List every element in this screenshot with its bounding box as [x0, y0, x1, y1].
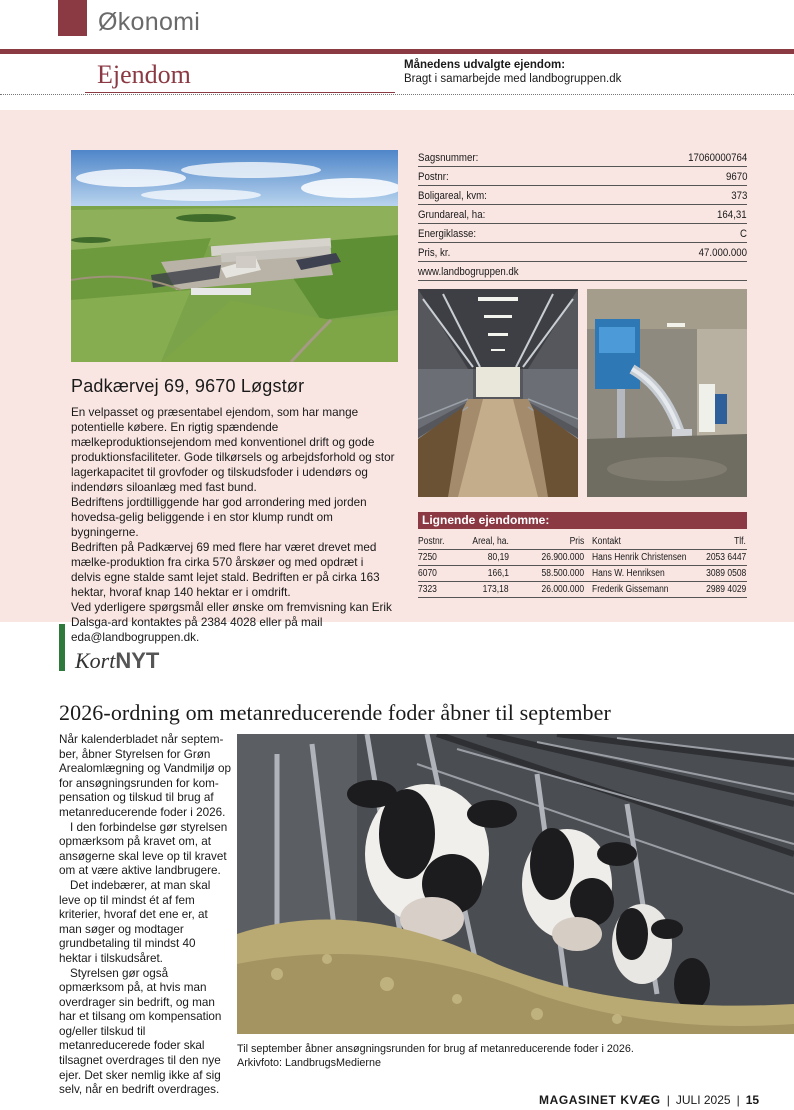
column-header: Postnr.: [418, 536, 445, 547]
postcode-cell: 7250: [418, 552, 437, 563]
photo-caption: Til september åbner ansøgningsrunden for brug af metanreducerende foder i 2026. Arkivfoto: LandbrugsMedierne: [237, 1043, 634, 1069]
similar-properties-heading: Lignende ejendomme:: [418, 512, 747, 529]
fact-value: 164,31: [717, 209, 747, 221]
aerial-farm-photo: [71, 150, 398, 362]
fact-row-energy-class: [418, 224, 747, 243]
fact-label: Grundareal, ha:: [418, 209, 486, 221]
kort-label-italic: Kort: [75, 648, 116, 673]
fact-label: Postnr:: [418, 171, 449, 183]
similar-properties-table: [418, 534, 747, 598]
page-number: 15: [745, 1093, 760, 1107]
table-row: [418, 550, 747, 566]
fact-label: Pris, kr.: [418, 247, 451, 259]
contact-cell: Hans W. Henriksen: [592, 568, 665, 579]
postcode-cell: 6070: [418, 568, 437, 579]
magazine-name: MAGASINET KVÆG: [539, 1093, 661, 1107]
property-paragraph: Bedriftens jordtilliggende har god arrondering med jorden hovedsa-gelig beliggende i en stor klump rundt om bygningerne.: [71, 496, 367, 539]
kort-nyt-bar: [59, 624, 65, 671]
kort-label-bold: NYT: [115, 648, 160, 673]
fact-value: 9670: [725, 171, 747, 183]
table-row: [418, 566, 747, 582]
article-body: [59, 733, 231, 1098]
fact-row-living-area: [418, 186, 747, 205]
article-paragraph: Når kalenderbladet når septem-ber, åbner Styrelsen for Grøn Arealomlægning og Vandmiljø op for ansøgningsrunden for kom-pensation og tilskud til brug af metanreducerende foder i 2026.: [59, 733, 231, 819]
phone-cell: 2989 4029: [705, 584, 746, 595]
subsection-rule: [85, 92, 395, 93]
property-paragraph: Ved yderligere spørgsmål eller ønske om fremvisning kan Erik Dalsga-ard kontaktes på 2384 4028 eller på mail eda@landbogruppen.dk.: [71, 601, 392, 644]
issue-date: JULI 2025: [675, 1093, 731, 1107]
column-header: Tlf.: [734, 536, 746, 547]
contact-cell: Frederik Gissemann: [592, 584, 669, 595]
article-paragraph: Styrelsen gør også opmærksom på, at hvis man overdrager sin bedrift, og man har et tilsang om kompensation og/eller tilskud til metanreducerede foder skal tilsagnet overdrages til den nye ejer. Det sker nemlig ikke af sig selv, når en bedrift overdrages.: [59, 966, 222, 1097]
column-header: Kontakt: [592, 536, 621, 547]
price-cell: 26.000.000: [541, 584, 584, 595]
article-headline: 2026-ordning om metanreducerende foder åbner til september: [59, 700, 611, 725]
section-color-block: [58, 0, 87, 36]
property-facts-table: [418, 148, 747, 281]
barn-interior-photo: [418, 289, 578, 497]
area-cell: 173,18: [482, 584, 509, 595]
featured-subheading: Bragt i samarbejde med landbogruppen.dk: [404, 73, 622, 85]
fact-label: Boligareal, kvm:: [418, 190, 487, 202]
website-link[interactable]: www.landbogruppen.dk: [418, 266, 519, 278]
fact-value: 17060000764: [687, 152, 747, 164]
cows-feeding-photo: [237, 734, 794, 1034]
page-footer: [539, 1093, 759, 1107]
area-cell: 80,19: [487, 552, 509, 563]
table-row: [418, 582, 747, 598]
article-paragraph: Det indebærer, at man skal leve op til mindst ét af fem kriterier, hvoraf det ene er, at man søger og modtager grundbetaling til mindst 40 hektar i tilskudsåret.: [59, 878, 211, 965]
phone-cell: 3089 0508: [705, 568, 746, 579]
fact-value: 373: [730, 190, 747, 202]
fact-row-case-number: [418, 148, 747, 167]
dotted-divider: [0, 94, 794, 95]
fact-label: Sagsnummer:: [418, 152, 479, 164]
section-rule: [0, 49, 794, 54]
footer-separator: |: [666, 1093, 670, 1107]
section-label: Økonomi: [98, 8, 201, 36]
similar-header-row: [418, 534, 747, 550]
fact-value: 47.000.000: [698, 247, 747, 259]
contact-cell: Hans Henrik Christensen: [592, 552, 687, 563]
postcode-cell: 7323: [418, 584, 437, 595]
price-cell: 26.900.000: [541, 552, 584, 563]
property-paragraph: Bedriften på Padkærvej 69 med flere har været drevet med mælke-produktion fra cirka 570 årskøer og med opdræt i delvis egne stalde samt lejet stald. Bedriften er på cirka 163 hektar, hvoraf knap 140 hektar er i omdrift.: [71, 541, 380, 599]
price-cell: 58.500.000: [541, 568, 584, 579]
article-paragraph: I den forbindelse gør styrelsen opmærksom på kravet om, at ansøgerne skal leve op til kravet om at være aktive landbrugere.: [59, 820, 228, 878]
column-header: Areal, ha.: [472, 536, 509, 547]
column-header: Pris: [569, 536, 584, 547]
property-description: [71, 405, 396, 645]
property-address: Padkærvej 69, 9670 Løgstør: [71, 376, 305, 396]
property-paragraph: En velpasset og præsentabel ejendom, som har mange potentielle købere. En rigtig spændende mælkeproduktionsejendom med konventionel drift og gode produktionsfaciliteter. Gode tilkørsels og arbejdsforhold og stor lagerkapacitet til grovfoder og tilskudsfoder i udendørs og indendørs siloanlæg med fast bund.: [71, 406, 395, 494]
phone-cell: 2053 6447: [705, 552, 746, 563]
kort-nyt-label: [75, 648, 159, 674]
fact-row-website: [418, 262, 747, 281]
fact-value: C: [740, 228, 747, 240]
milking-robot-photo: [587, 289, 747, 497]
area-cell: 166,1: [487, 568, 509, 579]
footer-separator: |: [736, 1093, 740, 1107]
fact-row-price: [418, 243, 747, 262]
fact-label: Energiklasse:: [418, 228, 477, 240]
subsection-title: Ejendom: [97, 60, 191, 89]
featured-heading: Månedens udvalgte ejendom:: [404, 59, 566, 71]
fact-row-postcode: [418, 167, 747, 186]
fact-row-land-area: [418, 205, 747, 224]
